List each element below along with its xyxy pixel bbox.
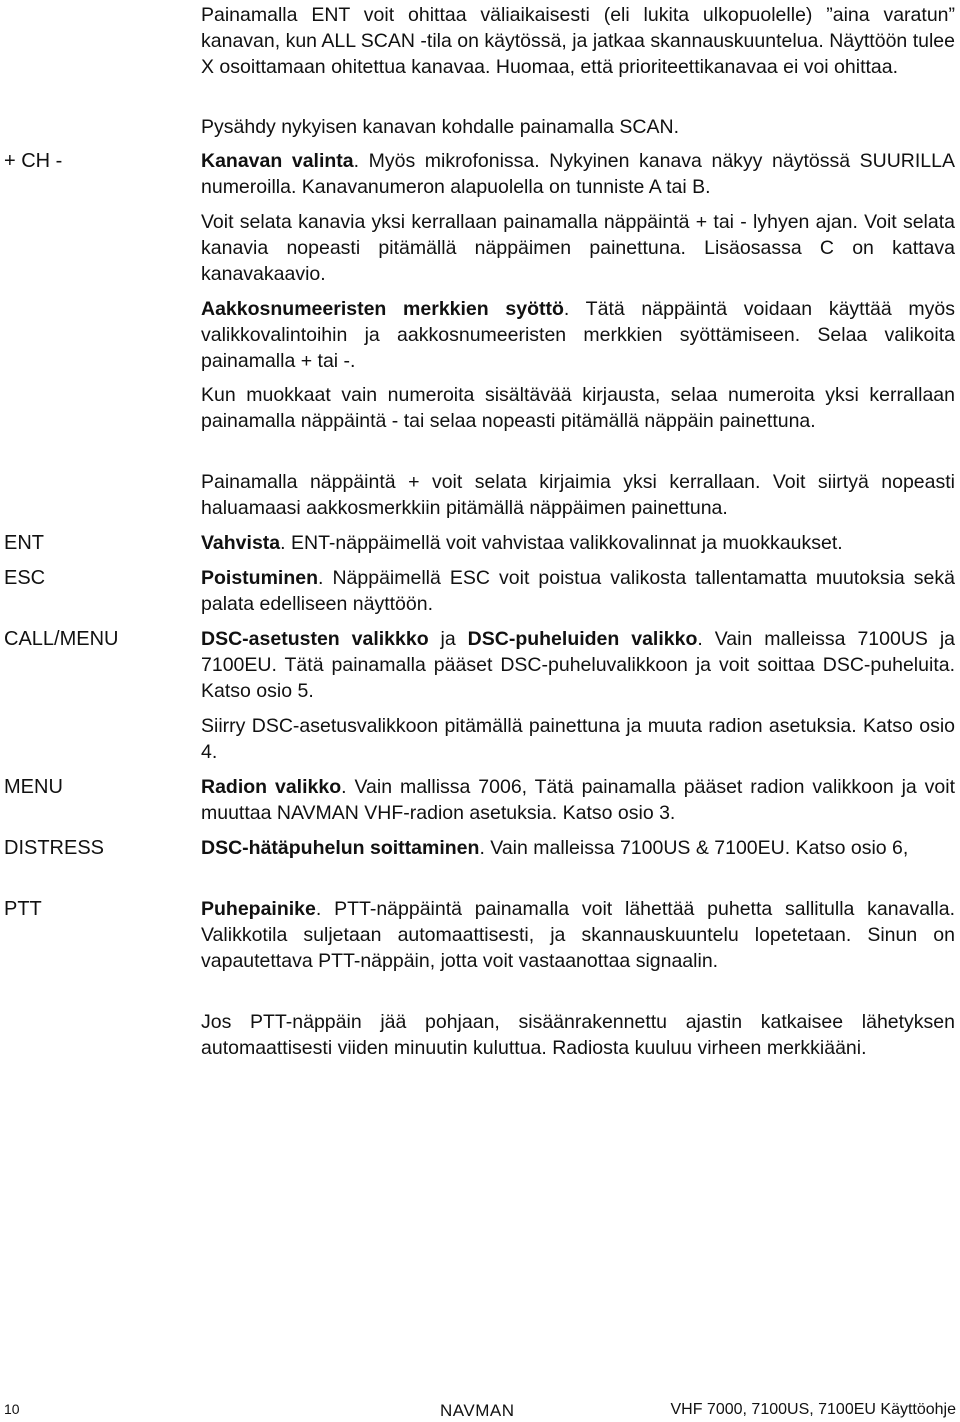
ptt-timeout-paragraph: Jos PTT-näppäin jää pohjaan, sisäänrakennettu ajastin katkaisee lähetyksen automaattisesti viiden minuutin kuluttua. Radiosta kuuluu virheen merkkiääni. bbox=[201, 1011, 955, 1059]
key-label-ch: + CH - bbox=[4, 150, 63, 172]
alphanumeric-heading: Aakkosnumeeristen merkkien syöttö bbox=[201, 298, 564, 320]
distress-heading: DSC-hätäpuhelun soittaminen bbox=[201, 837, 480, 859]
exit-heading: Poistuminen bbox=[201, 567, 319, 589]
dsc-menu-paragraph bbox=[201, 626, 955, 704]
dsc-menu-text: . Vain malleissa 7100US ja 7100EU. Tätä painamalla pääset DSC-puheluvalikkoon ja voit soittaa DSC-puheluita. Katso osio 5. bbox=[201, 628, 956, 702]
distress-text: . Vain malleissa 7100US & 7100EU. Katso osio 6, bbox=[479, 837, 909, 859]
numeric-edit-paragraph: Kun muokkaat vain numeroita sisältävää kirjausta, selaa numeroita yksi kerrallaan painamalla näppäintä - tai selaa nopeasti pitämällä näppäin painettuna. bbox=[201, 384, 955, 432]
scan-stop-paragraph: Pysähdy nykyisen kanavan kohdalle painamalla SCAN. bbox=[201, 116, 680, 138]
exit-paragraph bbox=[201, 565, 955, 617]
key-label-distress: DISTRESS bbox=[4, 837, 105, 859]
channel-select-paragraph bbox=[201, 148, 955, 200]
dsc-settings-heading: DSC-asetusten valikkko bbox=[201, 628, 429, 650]
key-label-esc: ESC bbox=[4, 567, 46, 589]
key-label-ptt: PTT bbox=[4, 898, 42, 920]
page-number: 10 bbox=[4, 1401, 20, 1417]
dsc-calls-heading: DSC-puheluiden valikko bbox=[467, 628, 698, 650]
channel-select-text: . Myös mikrofonissa. Nykyinen kanava näkyy näytössä SUURILLA numeroilla. Kanavanumeron alapuolella on tunniste A tai B. bbox=[201, 150, 955, 198]
radio-menu-text: . Vain mallissa 7006, Tätä painamalla pääset radion valikkoon ja voit muuttaa NAVMAN VHF-radion asetuksia. Katso osio 3. bbox=[201, 776, 956, 824]
channel-browse-paragraph: Voit selata kanavia yksi kerrallaan painamalla näppäintä + tai - lyhyen ajan. Voit selata kanavia nopeasti pitämällä näppäimen painettuna. Lisäosassa C on kattava kanavakaavio. bbox=[201, 211, 955, 285]
key-label-callmenu: CALL/MENU bbox=[4, 628, 119, 650]
ptt-text: . PTT-näppäintä painamalla voit lähettää puhetta sallitulla kanavalla. Valikkotila suljetaan automaattisesti, ja skannauskuuntelu lopetetaan. Sinun on vapautettava PTT-näppäin, jotta voit vastaanottaa signaalin. bbox=[201, 898, 955, 972]
dsc-menu-joiner: ja bbox=[428, 628, 468, 650]
key-label-menu: MENU bbox=[4, 776, 63, 798]
radio-menu-paragraph bbox=[201, 774, 955, 826]
exit-text: . Näppäimellä ESC voit poistua valikosta tallentamatta muutoksia sekä palata edelliseen näyttöön. bbox=[201, 567, 955, 615]
distress-paragraph bbox=[201, 835, 955, 861]
manual-title: VHF 7000, 7100US, 7100EU Käyttöohje bbox=[670, 1401, 956, 1418]
alphanumeric-paragraph bbox=[201, 296, 955, 374]
alphanumeric-text: . Tätä näppäintä voidaan käyttää myös valikkovalintoihin ja aakkosnumeeristen merkkien syöttämiseen. Selaa valikoita painamalla + tai -. bbox=[201, 298, 955, 372]
key-label-ent: ENT bbox=[4, 532, 44, 554]
confirm-text: . ENT-näppäimellä voit vahvistaa valikkovalinnat ja muokkaukset. bbox=[280, 532, 843, 554]
channel-select-heading: Kanavan valinta bbox=[201, 150, 354, 172]
dsc-settings-paragraph: Siirry DSC-asetusvalikkoon pitämällä painettuna ja muuta radion asetuksia. Katso osio 4. bbox=[201, 715, 955, 763]
confirm-paragraph bbox=[201, 530, 955, 556]
brand-logo: NAVMAN bbox=[440, 1401, 515, 1420]
ptt-paragraph bbox=[201, 896, 955, 974]
ptt-heading: Puhepainike bbox=[201, 898, 316, 920]
letter-browse-paragraph: Painamalla näppäintä + voit selata kirjaimia yksi kerrallaan. Voit siirtyä nopeasti haluamaasi aakkosmerkkiin pitämällä näppäimen painettuna. bbox=[201, 471, 955, 519]
confirm-heading: Vahvista bbox=[201, 532, 281, 554]
radio-menu-heading: Radion valikko bbox=[201, 776, 342, 798]
scan-skip-paragraph: Painamalla ENT voit ohittaa väliaikaisesti (eli lukita ulkopuolelle) ”aina varatun” kanavan, kun ALL SCAN -tila on käytössä, ja jatkaa skannauskuuntelua. Näyttöön tulee X osoittamaan ohitettua kanavaa. Huomaa, että prioriteettikanavaa ei voi ohittaa. bbox=[201, 4, 955, 78]
